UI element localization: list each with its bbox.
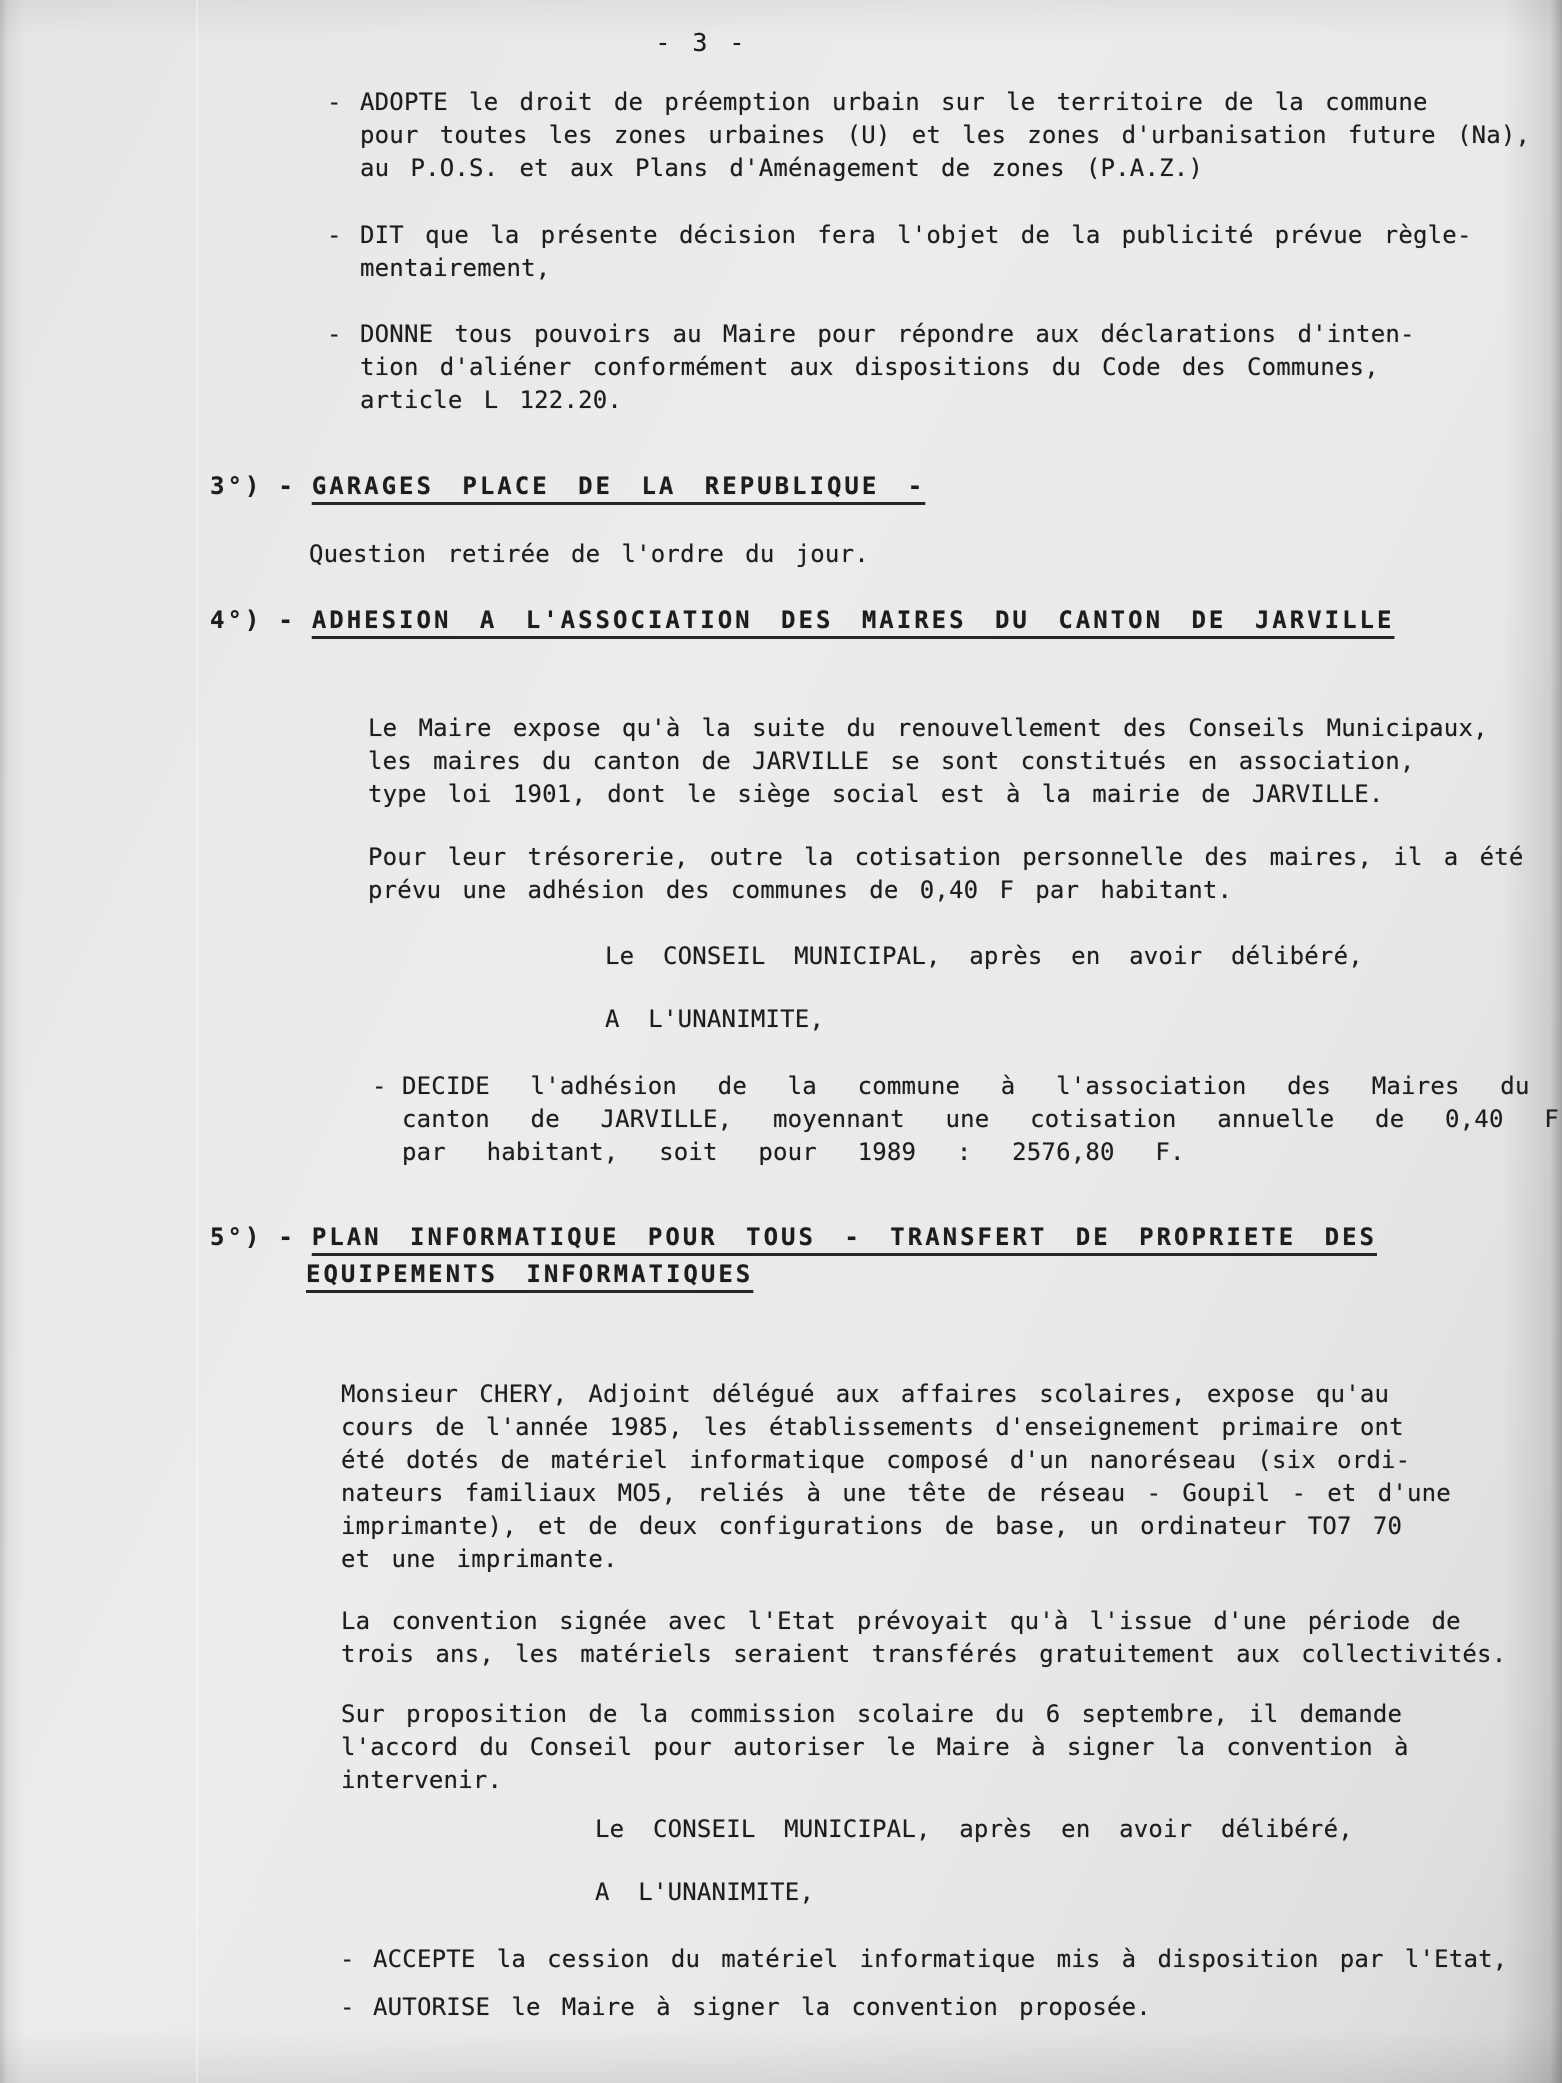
section-title: GARAGES PLACE DE LA REPUBLIQUE -: [311, 472, 926, 500]
heading-separator: -: [278, 1223, 296, 1251]
text-line: été dotés de matériel informatique composé d'un nanoréseau (six ordi-: [341, 1446, 1411, 1474]
heading-separator: -: [278, 606, 296, 634]
text-line: La convention signée avec l'Etat prévoyait qu'à l'issue d'une période de: [341, 1607, 1461, 1635]
text-line: article L 122.20.: [360, 386, 623, 414]
unanimity-formula: A L'UNANIMITE,: [605, 1005, 825, 1033]
bullet-dash: -: [327, 221, 342, 249]
section-4-paragraph-1: [368, 712, 1488, 811]
text-line: ADOPTE le droit de préemption urbain sur le territoire de la commune: [360, 88, 1428, 116]
resolution-decide: [372, 1070, 1559, 1169]
text-line: au P.O.S. et aux Plans d'Aménagement de zones (P.A.Z.): [360, 154, 1204, 182]
text-line: intervenir.: [341, 1766, 503, 1794]
section-5-paragraph-1: [341, 1378, 1451, 1576]
text-line: Monsieur CHERY, Adjoint délégué aux affaires scolaires, expose qu'au: [341, 1380, 1390, 1408]
section-3-heading: [210, 470, 925, 503]
text-line: cours de l'année 1985, les établissements d'enseignement primaire ont: [341, 1413, 1404, 1441]
section-5-paragraph-2: [341, 1605, 1506, 1671]
section-title: ADHESION A L'ASSOCIATION DES MAIRES DU CANTON DE JARVILLE: [311, 606, 1395, 634]
bullet-dash: -: [340, 1993, 355, 2021]
text-line: DECIDE l'adhésion de la commune à l'association des Maires du: [402, 1072, 1530, 1100]
text-line: pour toutes les zones urbaines (U) et les zones d'urbanisation future (Na),: [360, 121, 1531, 149]
bullet-dash: -: [327, 320, 342, 348]
bullet-dash: -: [372, 1072, 387, 1100]
section-number: 4°): [210, 606, 263, 634]
section-4-heading: [210, 604, 1394, 637]
bullet-dash: -: [327, 88, 342, 116]
text-line: l'accord du Conseil pour autoriser le Maire à signer la convention à: [341, 1733, 1409, 1761]
text-line: trois ans, les matériels seraient transférés gratuitement aux collectivités.: [341, 1640, 1507, 1668]
text-line: Sur proposition de la commission scolaire du 6 septembre, il demande: [341, 1700, 1403, 1728]
text-line: mentairement,: [360, 254, 551, 282]
deliberation-formula: Le CONSEIL MUNICIPAL, après en avoir délibéré,: [595, 1815, 1353, 1843]
resolution-autorise: [340, 1991, 1562, 2024]
text-line: ACCEPTE la cession du matériel informatique mis à disposition par l'Etat,: [373, 1945, 1508, 1973]
text-line: tion d'aliéner conformément aux dispositions du Code des Communes,: [360, 353, 1379, 381]
text-line: prévu une adhésion des communes de 0,40 F par habitant.: [368, 876, 1233, 904]
text-line: Pour leur trésorerie, outre la cotisation personnelle des maires, il a été: [368, 843, 1524, 871]
text-line: type loi 1901, dont le siège social est à la mairie de JARVILLE.: [368, 780, 1384, 808]
resolution-adopte: [327, 86, 1550, 185]
section-5-paragraph-3: [341, 1698, 1409, 1797]
text-line: et une imprimante.: [341, 1545, 618, 1573]
section-3-body: Question retirée de l'ordre du jour.: [309, 540, 869, 568]
section-title-line-1: PLAN INFORMATIQUE POUR TOUS - TRANSFERT DE PROPRIETE DES: [311, 1223, 1377, 1251]
section-number: 5°): [210, 1223, 263, 1251]
text-line: les maires du canton de JARVILLE se sont constitués en association,: [368, 747, 1415, 775]
unanimity-formula: A L'UNANIMITE,: [595, 1878, 815, 1906]
text-line: DIT que la présente décision fera l'objet de la publicité prévue règle-: [360, 221, 1472, 249]
bullet-dash: -: [340, 1945, 355, 1973]
text-line: DONNE tous pouvoirs au Maire pour répondre aux déclarations d'inten-: [360, 320, 1415, 348]
text-line: imprimante), et de deux configurations de base, un ordinateur TO7 70: [341, 1512, 1403, 1540]
section-5-heading: [210, 1221, 1377, 1291]
section-title-line-2: EQUIPEMENTS INFORMATIQUES: [306, 1260, 754, 1288]
section-4-paragraph-2: [368, 841, 1524, 907]
resolution-accepte: [340, 1943, 1562, 1976]
heading-separator: -: [278, 472, 296, 500]
deliberation-formula: Le CONSEIL MUNICIPAL, après en avoir délibéré,: [605, 942, 1363, 970]
text-line: AUTORISE le Maire à signer la convention proposée.: [373, 1993, 1151, 2021]
section-number: 3°): [210, 472, 263, 500]
text-line: nateurs familiaux MO5, reliés à une tête de réseau - Goupil - et d'une: [341, 1479, 1451, 1507]
resolution-dit: [327, 219, 1550, 285]
text-line: canton de JARVILLE, moyennant une cotisation annuelle de 0,40 F: [402, 1105, 1559, 1133]
resolution-donne: [327, 318, 1550, 417]
text-line: par habitant, soit pour 1989 : 2576,80 F.: [402, 1138, 1185, 1166]
text-line: Le Maire expose qu'à la suite du renouvellement des Conseils Municipaux,: [368, 714, 1488, 742]
page-number: - 3 -: [655, 28, 745, 57]
